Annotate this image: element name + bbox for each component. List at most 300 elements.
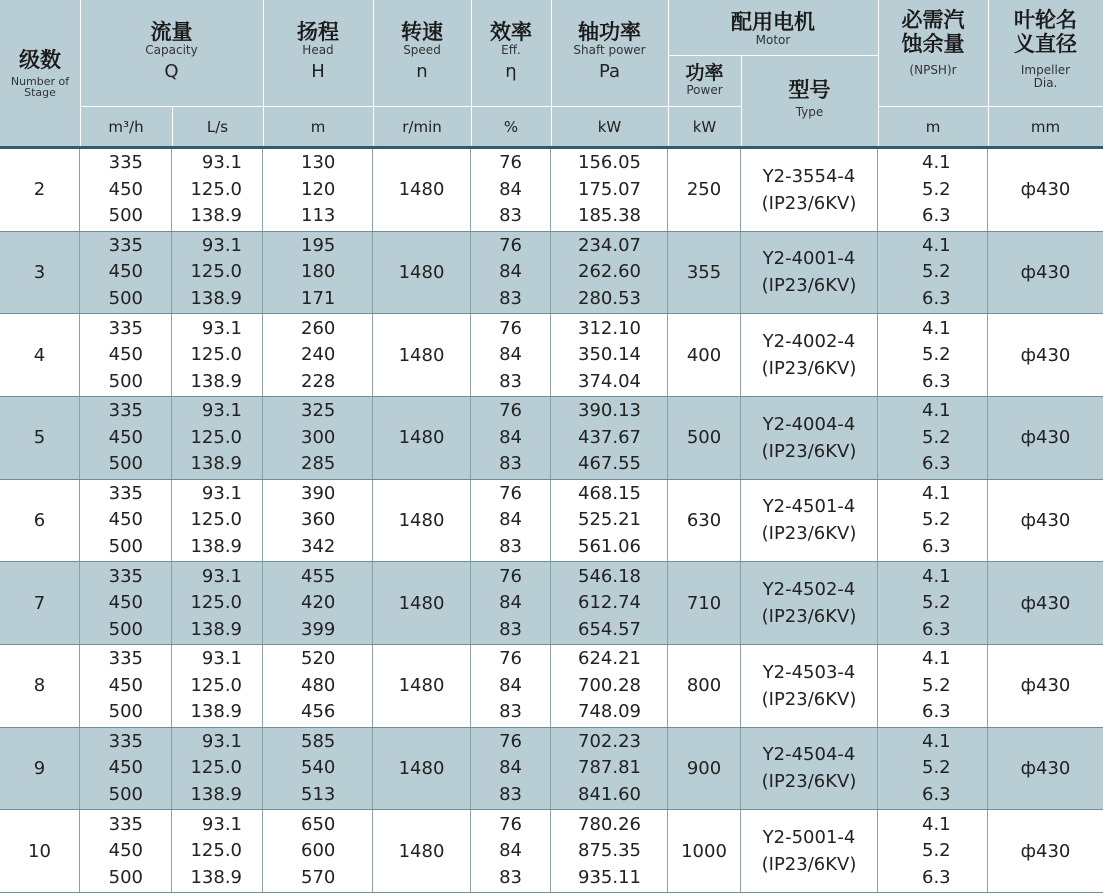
cell-stage [0,562,80,644]
q_m3h-value: 500 [108,536,143,558]
npsh-value: 4.1 [922,400,951,422]
cell-q_m3h [80,562,172,644]
q_ls-value: 125.0 [190,426,242,448]
npsh-value: 5.2 [922,261,951,283]
motor-type2: (IP23/6KV) [761,440,857,462]
stage-value: 6 [33,509,46,531]
cell-speed [373,480,471,562]
cell-dia [988,149,1103,231]
eff-value: 76 [499,482,522,504]
header-motor-power [668,56,741,106]
eff-value: 84 [499,674,522,696]
eff-value: 83 [499,288,522,310]
head-value: 570 [301,866,336,888]
npsh-value: 4.1 [922,317,951,339]
speed-value: 1480 [398,261,445,283]
header-shaft-power [551,0,668,106]
q_ls-value: 93.1 [201,234,242,256]
header-speed-unit: r/min [402,117,442,136]
cell-q_ls [172,645,263,727]
speed-value: 1480 [398,427,445,449]
header-motor-type-zh: 型号 [788,78,831,102]
stage-value: 2 [33,179,46,201]
cell-head [263,645,373,727]
cell-eff [471,232,551,314]
q_m3h-value: 450 [108,178,143,200]
header-divider [988,0,989,146]
speed-value: 1480 [398,344,445,366]
cell-head [263,397,373,479]
q_m3h-value: 500 [108,618,143,640]
header-divider [471,0,472,146]
shaft-value: 841.60 [578,784,641,806]
header-head-zh: 扬程 [297,20,339,44]
table-row [0,480,1103,563]
eff-value: 84 [499,344,522,366]
head-value: 171 [301,288,336,310]
cell-shaft [551,562,668,644]
cell-q_m3h [80,149,172,231]
cell-q_ls [172,149,263,231]
shaft-value: 546.18 [578,565,641,587]
cell-speed [373,314,471,396]
q_ls-value: 93.1 [201,730,242,752]
header-divider [80,106,668,107]
cell-npsh [878,149,988,231]
q_ls-value: 93.1 [201,152,242,174]
eff-value: 76 [499,152,522,174]
header-capacity [80,0,263,106]
cell-dia [988,728,1103,810]
eff-value: 76 [499,813,522,835]
shaft-value: 185.38 [578,205,641,227]
cell-npsh [878,314,988,396]
motor-type2: (IP23/6KV) [761,688,857,710]
q_ls-value: 93.1 [201,648,242,670]
motor-type1: Y2-4501-4 [762,496,856,518]
dia-value: ф430 [1020,592,1071,614]
eff-value: 83 [499,453,522,475]
cell-shaft [551,645,668,727]
shaft-value: 780.26 [578,813,641,835]
table-row [0,149,1103,232]
eff-value: 76 [499,648,522,670]
head-value: 180 [301,261,336,283]
motor-type1: Y2-5001-4 [762,827,856,849]
cell-shaft [551,232,668,314]
header-eff-unit: % [503,117,519,136]
header-shaft-zh: 轴功率 [578,20,641,44]
npsh-value: 4.1 [922,234,951,256]
power-value: 250 [686,179,722,201]
npsh-value: 6.3 [922,701,951,723]
cell-stage [0,232,80,314]
q_m3h-value: 450 [108,261,143,283]
cell-dia [988,480,1103,562]
stage-value: 7 [33,592,46,614]
cell-dia [988,645,1103,727]
table-row [0,645,1103,728]
q_m3h-value: 450 [108,592,143,614]
cell-head [263,810,373,892]
cell-head [263,728,373,810]
shaft-value: 561.06 [578,536,641,558]
eff-value: 84 [499,509,522,531]
cell-shaft [551,314,668,396]
cell-power [668,480,741,562]
cell-stage [0,397,80,479]
header-capacity-unit-m3h: m³/h [108,117,144,136]
header-shaft-symbol: Pa [598,61,621,82]
dia-value: ф430 [1020,757,1071,779]
cell-q_ls [172,232,263,314]
head-value: 195 [301,234,336,256]
q_m3h-value: 500 [108,701,143,723]
speed-value: 1480 [398,757,445,779]
cell-stage [0,480,80,562]
q_ls-value: 93.1 [201,813,242,835]
q_m3h-value: 500 [108,370,143,392]
cell-eff [471,645,551,727]
shaft-value: 234.07 [578,234,641,256]
header-impeller [988,0,1103,106]
stage-value: 8 [33,675,46,697]
cell-eff [471,562,551,644]
q_m3h-value: 450 [108,426,143,448]
q_m3h-value: 500 [108,453,143,475]
table-row [0,728,1103,811]
cell-power [668,232,741,314]
cell-speed [373,232,471,314]
shaft-value: 374.04 [578,370,641,392]
shaft-value: 525.21 [578,509,641,531]
head-value: 513 [301,784,336,806]
shaft-value: 624.21 [578,648,641,670]
cell-npsh [878,480,988,562]
npsh-value: 5.2 [922,178,951,200]
header-stage-en: Number of Stage [10,75,70,99]
cell-q_ls [172,397,263,479]
cell-speed [373,397,471,479]
speed-value: 1480 [398,675,445,697]
speed-value: 1480 [398,509,445,531]
motor-type1: Y2-4002-4 [762,331,856,353]
shaft-value: 787.81 [578,757,641,779]
q_ls-value: 138.9 [190,618,242,640]
cell-power [668,397,741,479]
motor-type1: Y2-4502-4 [762,579,856,601]
cell-type [741,645,878,727]
head-value: 240 [301,344,336,366]
cell-npsh [878,810,988,892]
eff-value: 76 [499,400,522,422]
cell-eff [471,397,551,479]
npsh-value: 6.3 [922,536,951,558]
cell-eff [471,810,551,892]
shaft-value: 437.67 [578,426,641,448]
header-motor-zh: 配用电机 [731,10,815,34]
motor-type2: (IP23/6KV) [761,771,857,793]
npsh-value: 4.1 [922,648,951,670]
cell-power [668,728,741,810]
power-value: 400 [686,344,722,366]
shaft-value: 612.74 [578,592,641,614]
power-value: 800 [686,675,722,697]
head-value: 260 [301,317,336,339]
cell-stage [0,728,80,810]
npsh-value: 6.3 [922,618,951,640]
header-speed-symbol: n [416,61,428,82]
cell-head [263,314,373,396]
cell-npsh [878,645,988,727]
eff-value: 76 [499,730,522,752]
q_ls-value: 125.0 [190,509,242,531]
cell-shaft [551,480,668,562]
cell-speed [373,810,471,892]
shaft-value: 156.05 [578,152,641,174]
header-motor-type [741,56,878,146]
cell-head [263,480,373,562]
header-divider [551,0,552,146]
header-divider [878,0,879,146]
header-impeller-en2: Dia. [1033,76,1058,90]
cell-stage [0,810,80,892]
cell-npsh [878,728,988,810]
header-divider [741,55,742,146]
cell-dia [988,810,1103,892]
cell-dia [988,562,1103,644]
stage-value: 9 [33,757,46,779]
npsh-value: 4.1 [922,482,951,504]
speed-value: 1480 [398,592,445,614]
cell-q_m3h [80,728,172,810]
header-speed [373,0,471,106]
stage-value: 5 [33,427,46,449]
header-npsh-en: (NPSH)r [909,63,957,77]
eff-value: 83 [499,866,522,888]
cell-type [741,314,878,396]
motor-type2: (IP23/6KV) [761,275,857,297]
stage-value: 3 [33,261,46,283]
dia-value: ф430 [1020,344,1071,366]
npsh-value: 5.2 [922,840,951,862]
eff-value: 83 [499,205,522,227]
cell-q_m3h [80,314,172,396]
power-value: 710 [686,592,722,614]
q_ls-value: 138.9 [190,536,242,558]
eff-value: 84 [499,757,522,779]
cell-q_ls [172,562,263,644]
table-row [0,397,1103,480]
header-npsh-zh1: 必需汽 [901,8,965,32]
npsh-value: 5.2 [922,509,951,531]
cell-speed [373,562,471,644]
eff-value: 76 [499,317,522,339]
eff-value: 84 [499,178,522,200]
motor-type1: Y2-4004-4 [762,413,856,435]
cell-type [741,232,878,314]
header-motor-type-en: Type [795,105,824,119]
head-value: 456 [301,701,336,723]
q_ls-value: 125.0 [190,840,242,862]
q_ls-value: 125.0 [190,674,242,696]
motor-type1: Y2-3554-4 [762,165,856,187]
q_ls-value: 125.0 [190,261,242,283]
cell-q_m3h [80,232,172,314]
header-npsh-zh2: 蚀余量 [901,32,965,56]
shaft-value: 350.14 [578,344,641,366]
header-impeller-unit: mm [1030,117,1061,136]
header-divider [172,106,173,146]
shaft-value: 262.60 [578,261,641,283]
power-value: 630 [686,509,722,531]
npsh-value: 4.1 [922,565,951,587]
q_ls-value: 93.1 [201,400,242,422]
npsh-value: 6.3 [922,288,951,310]
npsh-value: 4.1 [922,813,951,835]
header-head-symbol: H [311,61,325,82]
cell-type [741,397,878,479]
dia-value: ф430 [1020,840,1071,862]
header-motor-power-zh: 功率 [685,62,724,84]
head-value: 228 [301,370,336,392]
q_m3h-value: 335 [108,317,143,339]
q_ls-value: 138.9 [190,453,242,475]
q_m3h-value: 500 [108,288,143,310]
header-npsh [878,0,988,106]
dia-value: ф430 [1020,261,1071,283]
header-stage [0,0,80,146]
header-eff-symbol: η [505,61,517,82]
header-motor [668,0,878,55]
motor-type2: (IP23/6KV) [761,358,857,380]
table-row [0,232,1103,315]
q_m3h-value: 335 [108,730,143,752]
cell-type [741,480,878,562]
q_m3h-value: 500 [108,784,143,806]
shaft-value: 312.10 [578,317,641,339]
head-value: 399 [301,618,336,640]
cell-speed [373,645,471,727]
head-value: 285 [301,453,336,475]
header-speed-zh: 转速 [401,20,443,44]
shaft-value: 654.57 [578,618,641,640]
q_ls-value: 125.0 [190,344,242,366]
cell-npsh [878,562,988,644]
cell-stage [0,149,80,231]
eff-value: 76 [499,565,522,587]
speed-value: 1480 [398,840,445,862]
cell-eff [471,149,551,231]
head-value: 600 [301,840,336,862]
q_ls-value: 93.1 [201,565,242,587]
header-eff-zh: 效率 [490,20,532,44]
header-capacity-zh: 流量 [150,20,193,44]
cell-power [668,810,741,892]
cell-q_ls [172,314,263,396]
eff-value: 76 [499,234,522,256]
dia-value: ф430 [1020,675,1071,697]
motor-type1: Y2-4001-4 [762,248,856,270]
q_m3h-value: 500 [108,866,143,888]
q_m3h-value: 450 [108,674,143,696]
cell-eff [471,480,551,562]
power-value: 900 [686,757,722,779]
shaft-value: 467.55 [578,453,641,475]
header-divider [263,0,264,146]
header-eff [471,0,551,106]
q_ls-value: 138.9 [190,784,242,806]
dia-value: ф430 [1020,509,1071,531]
header-shaft-en: Shaft power [573,43,646,57]
q_m3h-value: 335 [108,813,143,835]
head-value: 650 [301,813,336,835]
npsh-value: 6.3 [922,370,951,392]
npsh-value: 6.3 [922,866,951,888]
dia-value: ф430 [1020,179,1071,201]
head-value: 120 [301,178,336,200]
cell-q_ls [172,728,263,810]
shaft-value: 702.23 [578,730,641,752]
header-divider [668,106,741,107]
q_ls-value: 93.1 [201,482,242,504]
cell-q_m3h [80,397,172,479]
motor-type2: (IP23/6KV) [761,192,857,214]
eff-value: 83 [499,701,522,723]
cell-power [668,562,741,644]
head-value: 130 [301,152,336,174]
cell-shaft [551,149,668,231]
cell-npsh [878,232,988,314]
cell-q_ls [172,810,263,892]
npsh-value: 5.2 [922,757,951,779]
header-motor-power-en: Power [686,83,723,97]
head-value: 360 [301,509,336,531]
eff-value: 84 [499,426,522,448]
cell-head [263,562,373,644]
shaft-value: 935.11 [578,866,641,888]
header-divider [878,106,1103,107]
header-motor-power-unit: kW [692,117,717,136]
cell-q_m3h [80,810,172,892]
stage-value: 10 [28,840,51,862]
cell-q_m3h [80,645,172,727]
q_m3h-value: 335 [108,152,143,174]
cell-q_m3h [80,480,172,562]
eff-value: 83 [499,536,522,558]
q_m3h-value: 335 [108,234,143,256]
head-value: 300 [301,426,336,448]
cell-shaft [551,397,668,479]
q_m3h-value: 450 [108,840,143,862]
q_ls-value: 93.1 [201,317,242,339]
header-npsh-unit: m [925,117,941,136]
cell-shaft [551,728,668,810]
motor-type2: (IP23/6KV) [761,854,857,876]
table-body [0,149,1103,893]
q_m3h-value: 450 [108,344,143,366]
q_ls-value: 138.9 [190,205,242,227]
header-head [263,0,373,106]
shaft-value: 280.53 [578,288,641,310]
cell-dia [988,314,1103,396]
shaft-value: 875.35 [578,840,641,862]
cell-dia [988,397,1103,479]
q_ls-value: 138.9 [190,866,242,888]
dia-value: ф430 [1020,427,1071,449]
shaft-value: 175.07 [578,178,641,200]
power-value: 500 [686,427,722,449]
